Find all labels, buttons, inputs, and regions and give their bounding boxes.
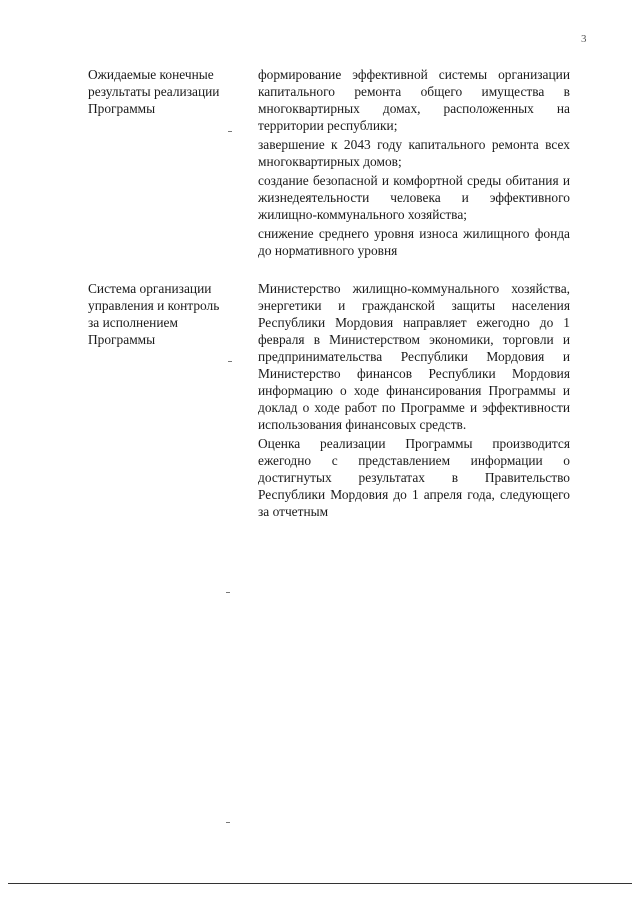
paragraph: Оценка реализации Программы производится ежегодно с представлением информации о достигнутых результатах в Правительство Республики Мордовия до 1 апреля года, следующего за отчетным — [258, 436, 570, 519]
paragraph: завершение к 2043 году капитального ремонта всех многоквартирных домов; — [258, 137, 570, 169]
scan-mark — [226, 592, 230, 593]
paragraph: снижение среднего уровня износа жилищного фонда до нормативного уровня — [258, 226, 570, 258]
section-content — [258, 66, 570, 259]
label-line: Программы — [88, 332, 156, 347]
section-content — [258, 280, 570, 520]
label-line: результаты реализации — [88, 84, 220, 99]
paragraph: формирование эффективной системы организации капитального ремонта общего имущества в многоквартирных домах, расположенных на территории республики; — [258, 67, 570, 133]
scan-mark — [226, 822, 230, 823]
label-line: Ожидаемые конечные — [88, 67, 214, 82]
section-label — [88, 66, 243, 117]
paragraph: создание безопасной и комфортной среды обитания и жизнедеятельности человека и эффективного жилищно-коммунального хозяйства; — [258, 173, 570, 222]
label-line: Программы — [88, 101, 156, 116]
label-line: Система организации — [88, 281, 212, 296]
page-number: 3 — [581, 33, 587, 45]
section-label — [88, 280, 243, 348]
scan-mark — [228, 361, 232, 362]
bottom-rule — [8, 883, 632, 884]
label-line: за исполнением — [88, 315, 178, 330]
label-line: управления и контроль — [88, 298, 220, 313]
scan-mark — [228, 131, 232, 132]
paragraph: Министерство жилищно-коммунального хозяйства, энергетики и гражданской защиты населения Республики Мордовия направляет ежегодно до 1 февраля в Министерством экономики, торговли и предпринимательства Республики Мордовия и Министерство финансов Республики Мордовия информацию о ходе финансирования Программы и доклад о ходе работ по Программе и эффективности использования финансовых средств. — [258, 281, 570, 432]
